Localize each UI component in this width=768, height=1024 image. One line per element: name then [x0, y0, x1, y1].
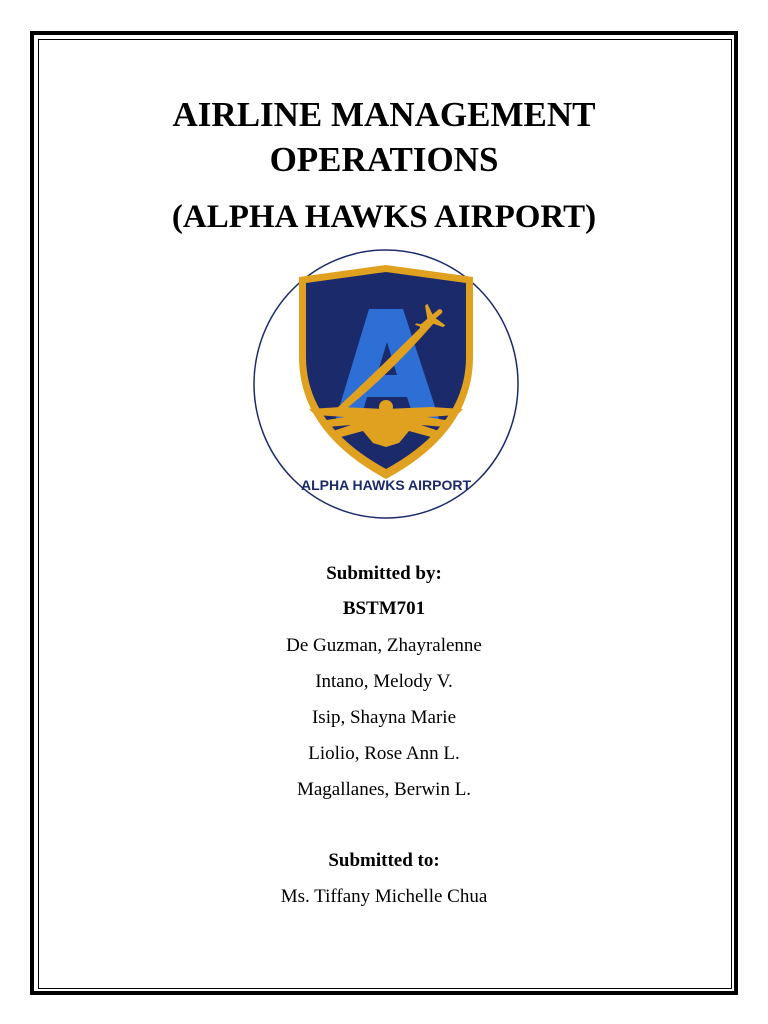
subtitle: (ALPHA HAWKS AIRPORT) [171, 199, 597, 235]
submitted-to-label: Submitted to: [328, 850, 440, 871]
title-line-1: AIRLINE MANAGEMENT [172, 95, 596, 134]
submitted-by-label: Submitted by: [326, 563, 442, 584]
title-line-2: OPERATIONS [269, 140, 499, 179]
member-name: Intano, Melody V. [315, 671, 453, 692]
section-code: BSTM701 [342, 598, 426, 619]
member-name: Magallanes, Berwin L. [296, 779, 472, 800]
member-name: De Guzman, Zhayralenne [286, 635, 482, 656]
logo-text: ALPHA HAWKS AIRPORT [300, 477, 472, 493]
alpha-hawks-logo [251, 247, 521, 521]
member-name: Liolio, Rose Ann L. [308, 743, 460, 764]
member-name: Isip, Shayna Marie [311, 707, 457, 728]
instructor-name: Ms. Tiffany Michelle Chua [280, 886, 488, 907]
